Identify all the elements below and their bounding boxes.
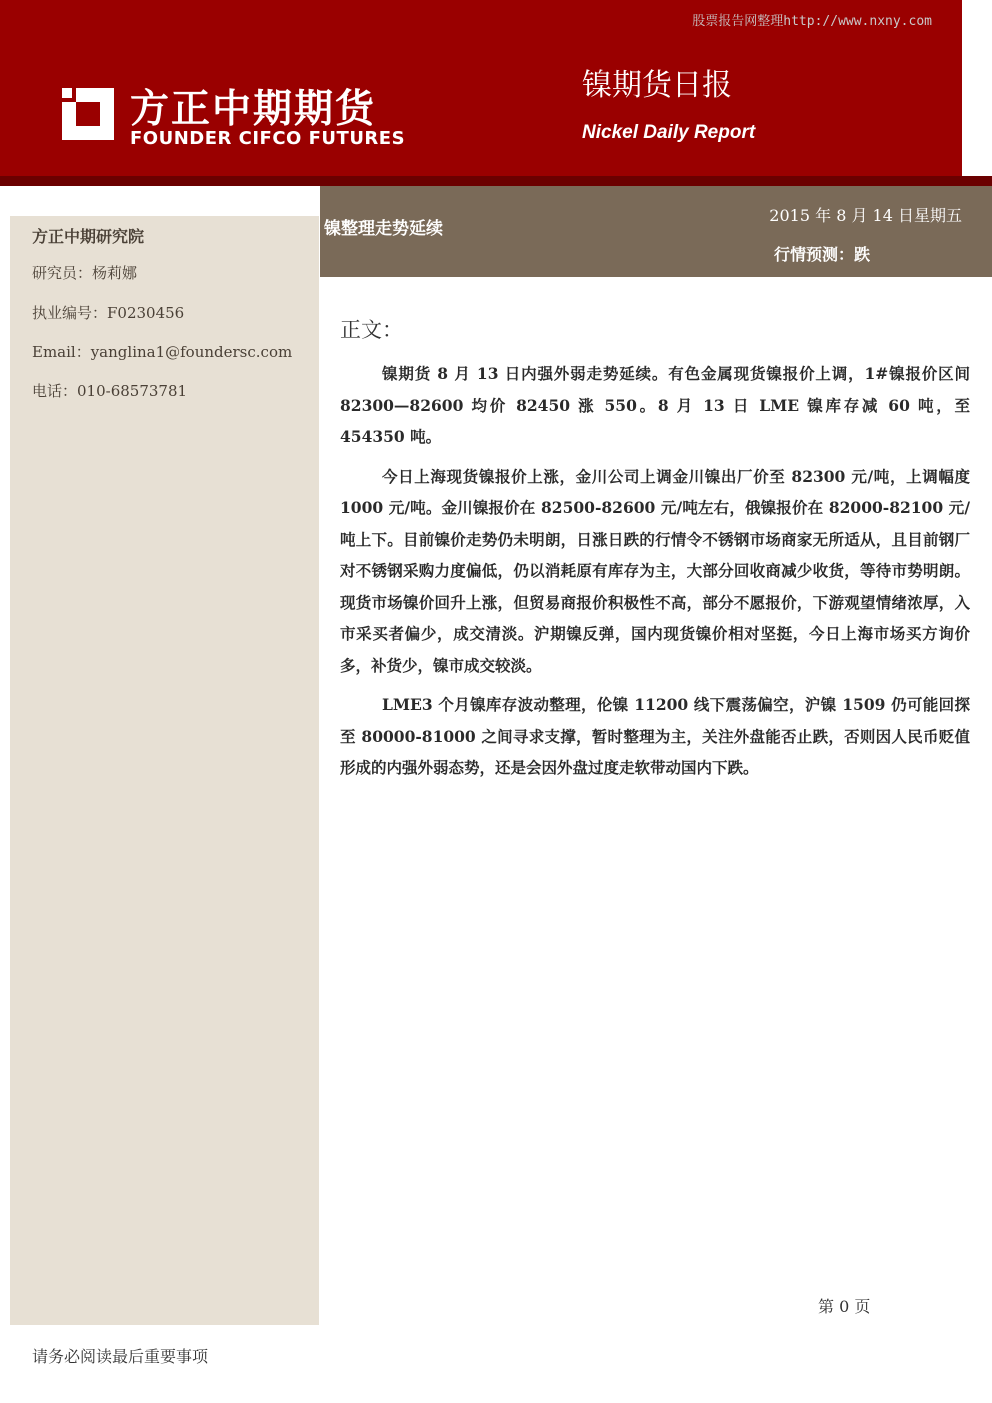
- report-headline: 镍整理走势延续: [324, 219, 443, 239]
- title-band: [320, 186, 992, 277]
- analyst-email[interactable]: Email：yanglina1@foundersc.com: [32, 343, 293, 361]
- body-paragraph: LME3 个月镍库存波动整理，伦镍 11200 线下震荡偏空，沪镍 1509 仍可能回探至 80000-81000 之间寻求支撑，暂时整理为主，关注外盘能否止跌，否则因人民币贬值形成的内强外弱态势，还是会因外盘过度走软带动国内下跌。: [340, 695, 970, 777]
- page-number: 第 0 页: [818, 1297, 871, 1316]
- disclaimer-note: 请务必阅读最后重要事项: [32, 1347, 209, 1366]
- analyst-sidebar: [10, 216, 319, 1325]
- report-header: [0, 0, 962, 176]
- header-divider: [0, 176, 992, 186]
- body-heading: 正文：: [340, 318, 403, 342]
- report-body: [340, 314, 970, 792]
- body-paragraph: 镍期货 8 月 13 日内强外弱走势延续。有色金属现货镍报价上调，1#镍报价区间 82300—82600 均价 82450 涨 550。8 月 13 日 LME 镍库存减 60 吨，至 454350 吨。: [340, 364, 970, 446]
- logo-chinese-name: 方正中期期货: [130, 87, 377, 132]
- report-title-english: Nickel Daily Report: [582, 122, 756, 143]
- report-date: 2015 年 8 月 14 日星期五: [769, 206, 962, 225]
- analyst-phone: 电话：010-68573781: [32, 382, 188, 400]
- founder-logo-icon: [56, 82, 120, 146]
- research-institute: 方正中期研究院: [32, 227, 145, 246]
- license-number: 执业编号：F0230456: [32, 304, 185, 322]
- report-title-chinese: 镍期货日报: [582, 68, 732, 103]
- market-forecast: 行情预测：跌: [774, 245, 871, 264]
- logo-english-name: FOUNDER CIFCO FUTURES: [130, 128, 406, 149]
- body-paragraph: 今日上海现货镍报价上涨，金川公司上调金川镍出厂价至 82300 元/吨，上调幅度 1000 元/吨。金川镍报价在 82500-82600 元/吨左右，俄镍报价在 82000-82100 元/吨上下。目前镍价走势仍未明朗，日涨日跌的行情令不锈钢市场商家无所适从，且目前钢厂对不锈钢采购力度偏低，仍以消耗原有库存为主，大部分回收商减少收货，等待市势明朗。现货市场镍价回升上涨，但贸易商报价积极性不高，部分不愿报价，下游观望情绪浓厚，入市采买者偏少，成交清淡。沪期镍反弹，国内现货镍价相对坚挺，今日上海市场买方询价多，补货少，镍市成交较淡。: [340, 466, 970, 675]
- analyst-name: 研究员：杨莉娜: [32, 264, 138, 282]
- watermark-text: 股票报告网整理http://www.nxny.com: [692, 14, 932, 29]
